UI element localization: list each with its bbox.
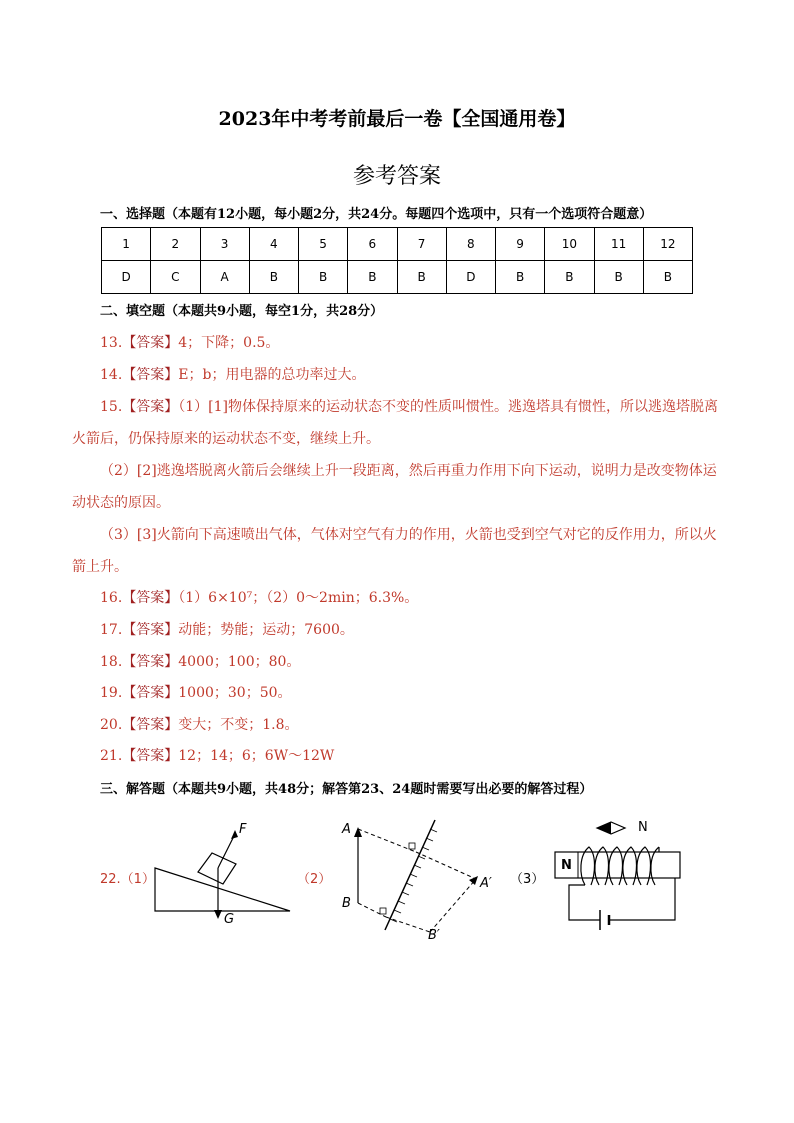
answer-tag: 【答案】: [122, 335, 179, 351]
mirror-to-a-prime-line: [416, 852, 476, 879]
image-arrowhead: [469, 876, 478, 885]
answer-tag: 【答案】: [122, 367, 179, 383]
table-cell: 7: [397, 228, 446, 261]
table-cell: 6: [348, 228, 397, 261]
question-number: 16.: [100, 590, 123, 606]
answer-text: 4000；100；80。: [178, 654, 301, 670]
answer-text: 动能；势能；运动；7600。: [178, 622, 354, 638]
b-to-mirror-line: [358, 903, 386, 917]
answer-text: （1）[1]物体保持原来的运动状态不变的性质叫惯性。逃逸塔具有惯性，所以逃逸塔脱离: [178, 399, 719, 415]
question-number: 17.: [100, 622, 123, 638]
page-title: 2023年中考考前最后一卷【全国通用卷】: [218, 108, 576, 130]
table-cell: 8: [446, 228, 495, 261]
coil-pole-label: N: [561, 858, 572, 873]
answer-15-part2: （2）[2]逃逸塔脱离火箭后会继续上升一段距离，然后再重力作用下向下运动，说明力是改变物体运: [100, 463, 717, 479]
answer-tag: 【答案】: [122, 590, 179, 606]
point-b-prime-label: B′: [428, 928, 440, 943]
table-cell: 5: [299, 228, 348, 261]
table-cell: B: [594, 261, 643, 294]
table-cell: 3: [200, 228, 249, 261]
answer-15-part2-continued: 动状态的原因。: [72, 495, 170, 511]
answer-19: [100, 682, 700, 702]
table-cell: A: [200, 261, 249, 294]
answer-21: [100, 745, 700, 765]
table-cell: B: [643, 261, 692, 294]
mirror-to-b-prime-line: [386, 917, 430, 932]
right-angle-mark-a: [409, 843, 415, 849]
answer-15-part3-continued: 箭上升。: [72, 559, 128, 575]
needle-pole-label: N: [638, 820, 648, 835]
wire-left: [569, 885, 600, 920]
answer-text: 1000；30；50。: [178, 685, 292, 701]
question-number: 20.: [100, 717, 123, 733]
answer-16: [100, 587, 700, 607]
table-cell: 4: [249, 228, 298, 261]
object-arrowhead: [354, 827, 362, 837]
section3-heading: 三、解答题（本题共9小题，共48分；解答第23、24题时需要写出必要的解答过程）: [100, 782, 593, 797]
answer-tag: 【答案】: [122, 399, 179, 415]
table-cell: B: [496, 261, 545, 294]
page-subtitle: 参考答案: [352, 164, 441, 189]
answer-14: [100, 364, 700, 384]
q22-part1-label: 22.（1）: [100, 872, 155, 887]
answer-table: [101, 227, 693, 294]
mirror-line: [385, 820, 435, 930]
table-cell: 9: [496, 228, 545, 261]
answer-17: [100, 619, 700, 639]
answer-18: [100, 651, 700, 671]
answer-tag: 【答案】: [122, 748, 179, 764]
answer-text: 4；下降；0.5。: [178, 335, 280, 351]
force-f-label: F: [239, 822, 247, 837]
table-cell: 2: [151, 228, 200, 261]
point-a-label: A: [342, 822, 351, 837]
q22-part3-label: （3）: [510, 872, 545, 887]
answer-text: （1）6×10⁷；（2）0～2min；6.3%。: [178, 590, 419, 606]
answer-text: 变大；不变；1.8。: [178, 717, 299, 733]
point-b-label: B: [342, 896, 351, 911]
table-cell: B: [249, 261, 298, 294]
iron-core: [555, 852, 680, 878]
plane-mirror-diagram: [340, 815, 500, 945]
table-cell: B: [299, 261, 348, 294]
question-number: 19.: [100, 685, 123, 701]
table-cell: D: [446, 261, 495, 294]
electromagnet-diagram: [545, 815, 695, 945]
question-number: 13.: [100, 335, 123, 351]
answer-table-answers-row: [102, 261, 693, 294]
answer-15-part3: （3）[3]火箭向下高速喷出气体，气体对空气有力的作用，火箭也受到空气对它的反作用力，所以火: [100, 527, 717, 543]
question-number: 21.: [100, 748, 123, 764]
answer-tag: 【答案】: [122, 717, 179, 733]
answer-tag: 【答案】: [122, 622, 179, 638]
answer-text: E；b；用电器的总功率过大。: [178, 367, 366, 383]
question-number: 18.: [100, 654, 123, 670]
table-cell: 12: [643, 228, 692, 261]
answer-text: 12；14；6；6W～12W: [178, 748, 335, 764]
table-cell: 11: [594, 228, 643, 261]
compass-needle-dark-half: [597, 822, 611, 834]
block: [198, 853, 236, 884]
table-cell: B: [397, 261, 446, 294]
answer-20: [100, 714, 700, 734]
force-f-arrowhead: [231, 830, 238, 839]
answer-table-numbers-row: [102, 228, 693, 261]
table-cell: 10: [545, 228, 594, 261]
image-a-prime-b-prime: [430, 879, 476, 932]
force-g-arrowhead: [214, 910, 222, 919]
point-a-prime-label: A′: [480, 876, 492, 891]
question-number: 14.: [100, 367, 123, 383]
a-to-mirror-line: [358, 829, 416, 852]
right-angle-mark-b: [380, 908, 386, 914]
answer-15-continued: 火箭后，仍保持原来的运动状态不变，继续上升。: [72, 431, 380, 447]
table-cell: D: [102, 261, 151, 294]
table-cell: 1: [102, 228, 151, 261]
section1-heading: 一、选择题（本题有12小题，每小题2分，共24分。每题四个选项中，只有一个选项符合题意）: [100, 207, 653, 222]
question-number: 15.: [100, 399, 123, 415]
force-g-label: G: [224, 912, 235, 927]
answer-13: [100, 332, 700, 352]
answer-tag: 【答案】: [122, 654, 179, 670]
answer-tag: 【答案】: [122, 685, 179, 701]
table-cell: C: [151, 261, 200, 294]
q22-part2-label: （2）: [297, 872, 332, 887]
table-cell: B: [348, 261, 397, 294]
answer-15: [100, 396, 719, 416]
table-cell: B: [545, 261, 594, 294]
section2-heading: 二、填空题（本题共9小题，每空1分，共28分）: [100, 304, 384, 319]
